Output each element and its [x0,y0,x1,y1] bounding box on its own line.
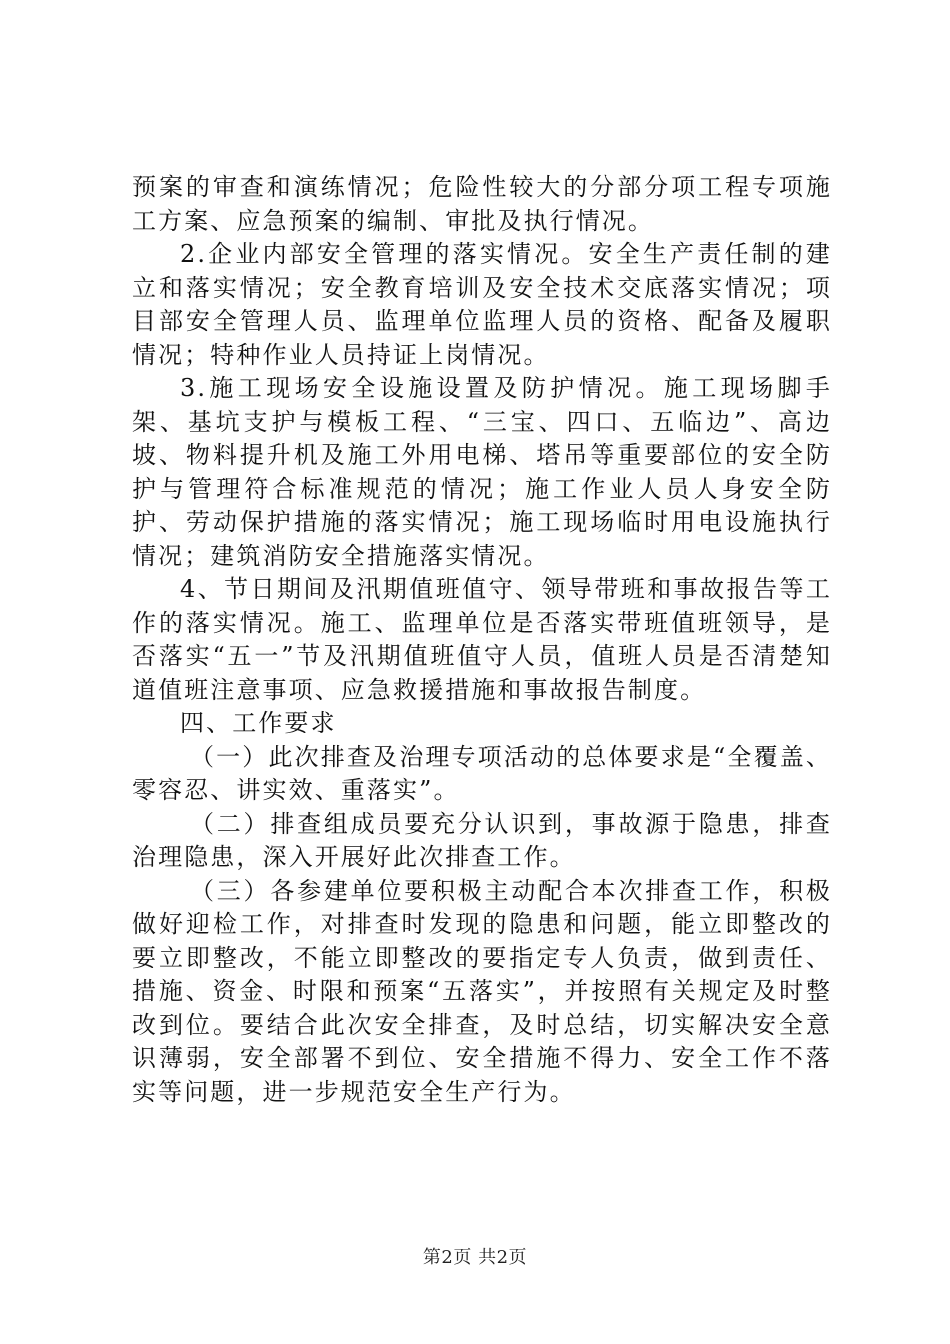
page-number-footer: 第2页 共2页 [422,1247,528,1268]
paragraph-item-2: 2.企业内部安全管理的落实情况。安全生产责任制的建立和落实情况；安全教育培训及安全技术交底落实情况；项目部安全管理人员、监理单位监理人员的资格、配备及履职情况；特种作业人员持证上岗情况。 [132,240,832,369]
requirement-3: （三）各参建单位要积极主动配合本次排查工作，积极做好迎检工作，对排查时发现的隐患和问题，能立即整改的要立即整改，不能立即整改的要指定专人负责，做到责任、措施、资金、时限和预案“五落实”，并按照有关规定及时整改到位。要结合此次安全排查，及时总结，切实解决安全意识薄弱，安全部署不到位、安全措施不得力、安全工作不落实等问题，进一步规范安全生产行为。 [132,876,832,1106]
section-heading: 四、工作要求 [180,709,337,737]
requirement-2: （二）排查组成员要充分认识到，事故源于隐患，排查治理隐患，深入开展好此次排查工作。 [132,809,832,871]
requirement-1: （一）此次排查及治理专项活动的总体要求是“全覆盖、零容忍、讲实效、重落实”。 [132,742,832,804]
paragraph-continuation: 预案的审查和演练情况；危险性较大的分部分项工程专项施工方案、应急预案的编制、审批及执行情况。 [132,173,832,235]
document-body [132,171,832,1109]
paragraph-item-4: 4、节日期间及汛期值班值守、领导带班和事故报告等工作的落实情况。施工、监理单位是否落实带班值班领导，是否落实“五一”节及汛期值班值守人员，值班人员是否清楚知道值班注意事项、应急救援措施和事故报告制度。 [132,575,832,704]
paragraph-item-3: 3.施工现场安全设施设置及防护情况。施工现场脚手架、基坑支护与模板工程、“三宝、四口、五临边”、高边坡、物料提升机及施工外用电梯、塔吊等重要部位的安全防护与管理符合标准规范的情况；施工作业人员人身安全防护、劳动保护措施的落实情况；施工现场临时用电设施执行情况；建筑消防安全措施落实情况。 [132,374,832,570]
